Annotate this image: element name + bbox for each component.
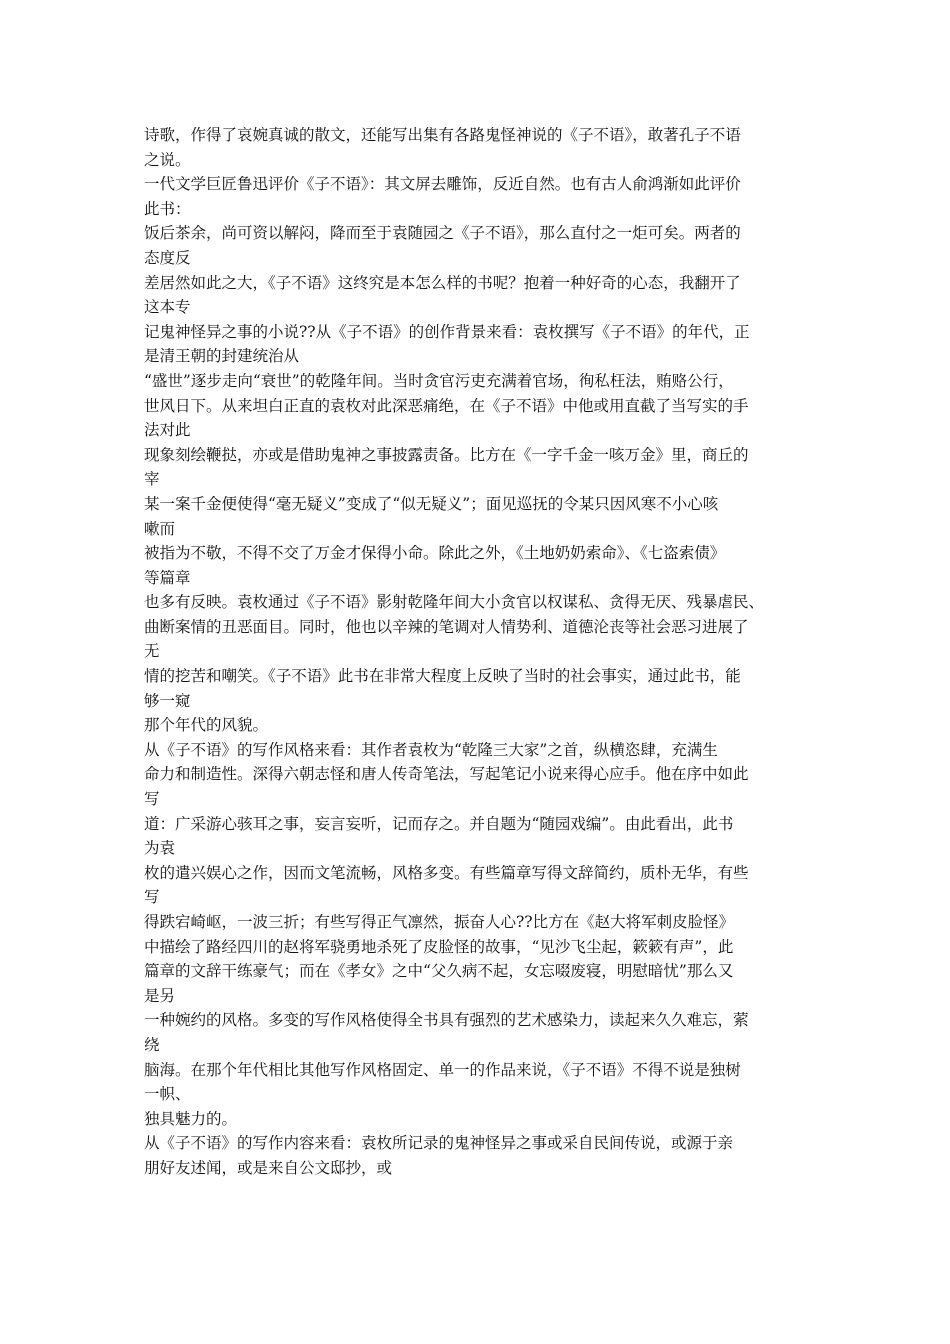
text-line: 绕 (144, 1035, 160, 1054)
text-line: 脑海。在那个年代相比其他写作风格固定、单一的作品来说，《子不语》不得不说是独树 (144, 1060, 741, 1079)
text-line: 记鬼神怪异之事的小说??从《子不语》的创作背景来看：袁枚撰写《子不语》的年代，正 (144, 322, 750, 341)
text-line: 从《子不语》的写作风格来看：其作者袁枚为“乾隆三大家”之首，纵横恣肆，充满生 (144, 740, 718, 759)
text-line: 够一窥 (144, 691, 191, 710)
text-line: 也多有反映。袁枚通过《子不语》影射乾隆年间大小贪官以权谋私、贪得无厌、残暴虐民、 (144, 593, 765, 612)
text-line: 某一案千金便使得“毫无疑义”变成了“似无疑义”；面见巡抚的令某只因风寒不小心咳 (144, 494, 719, 513)
body-text (144, 123, 814, 1181)
text-line: 宰 (144, 470, 160, 489)
text-line: 是清王朝的封建统治从 (144, 347, 300, 366)
text-line: 从《子不语》的写作内容来看：袁枚所记录的鬼神怪异之事或采自民间传说，或源于亲 (144, 1134, 734, 1153)
text-line: 中描绘了路经四川的赵将军骁勇地杀死了皮脸怪的故事，“见沙飞尘起，簌簌有声”，此 (144, 937, 734, 956)
text-line: 态度反 (144, 248, 191, 267)
text-line: 情的挖苦和嘲笑。《子不语》此书在非常大程度上反映了当时的社会事实，通过此书，能 (144, 667, 741, 686)
text-line: 一帜、 (144, 1085, 191, 1104)
text-line: 命力和制造性。深得六朝志怪和唐人传奇笔法，写起笔记小说来得心应手。他在序中如此 (144, 765, 749, 784)
text-line: 等篇章 (144, 568, 191, 587)
text-line: 曲断案情的丑恶面目。同时，他也以辛辣的笔调对人情势利、道德沦丧等社会恶习进展了 (144, 617, 749, 636)
text-line: 现象刻绘鞭挞，亦或是借助鬼神之事披露责备。比方在《一字千金一咳万金》里，商丘的 (144, 445, 749, 464)
text-line: 枚的遣兴娱心之作，因而文笔流畅，风格多变。有些篇章写得文辞简约，质朴无华，有些 (144, 863, 749, 882)
text-line: 写 (144, 790, 160, 809)
text-line: 被指为不敬，不得不交了万金才保得小命。除此之外，《土地奶奶索命》、《七盗索债》 (144, 544, 726, 563)
text-line: 写 (144, 888, 160, 907)
text-line: 饭后茶余，尚可资以解闷，降而至于袁随园之《子不语》，那么直付之一炬可矣。两者的 (144, 224, 741, 243)
text-line: “盛世”逐步走向“衰世”的乾隆年间。当时贪官污吏充满着官场，徇私枉法，贿赂公行， (144, 371, 734, 390)
text-line: 得跌宕崎岖，一波三折；有些写得正气凛然，振奋人心??比方在《赵大将军刺皮脸怪》 (144, 913, 735, 931)
text-line: 世风日下。从来坦白正直的袁枚对此深恶痛绝，在《子不语》中他或用直截了当写实的手 (144, 396, 749, 415)
text-line: 道：广采游心骇耳之事，妄言妄听，记而存之。并自题为“随园戏编”。由此看出，此书 (144, 814, 734, 833)
text-line: 这本专 (144, 298, 191, 317)
text-line: 此书： (144, 199, 191, 218)
text-line: 一种婉约的风格。多变的写作风格使得全书具有强烈的艺术感染力，读起来久久难忘，萦 (144, 1011, 749, 1030)
text-line: 诗歌，作得了哀婉真诚的散文，还能写出集有各路鬼怪神说的《子不语》，敢著孔子不语 (144, 126, 741, 144)
text-line: 差居然如此之大，《子不语》这终究是本怎么样的书呢？抱着一种好奇的心态，我翻开了 (144, 273, 741, 292)
text-line: 法对此 (144, 421, 191, 440)
text-line: 篇章的文辞干练豪气；而在《孝女》之中“父久病不起，女忘啜废寝，明慰暗忧”那么又 (144, 962, 734, 981)
text-line: 那个年代的风貌。 (144, 716, 269, 735)
text-line: 之说。 (144, 150, 191, 169)
text-line: 无 (144, 642, 160, 661)
text-line: 独具魅力的。 (144, 1109, 238, 1128)
text-line: 为袁 (144, 839, 176, 858)
text-line: 是另 (144, 986, 176, 1005)
text-line: 一代文学巨匠鲁迅评价《子不语》：其文屏去雕饰，反近自然。也有古人俞鸿渐如此评价 (144, 175, 741, 194)
text-line: 嗽而 (144, 519, 176, 538)
text-line: 朋好友述闻，或是来自公文邸抄，或 (144, 1158, 393, 1177)
